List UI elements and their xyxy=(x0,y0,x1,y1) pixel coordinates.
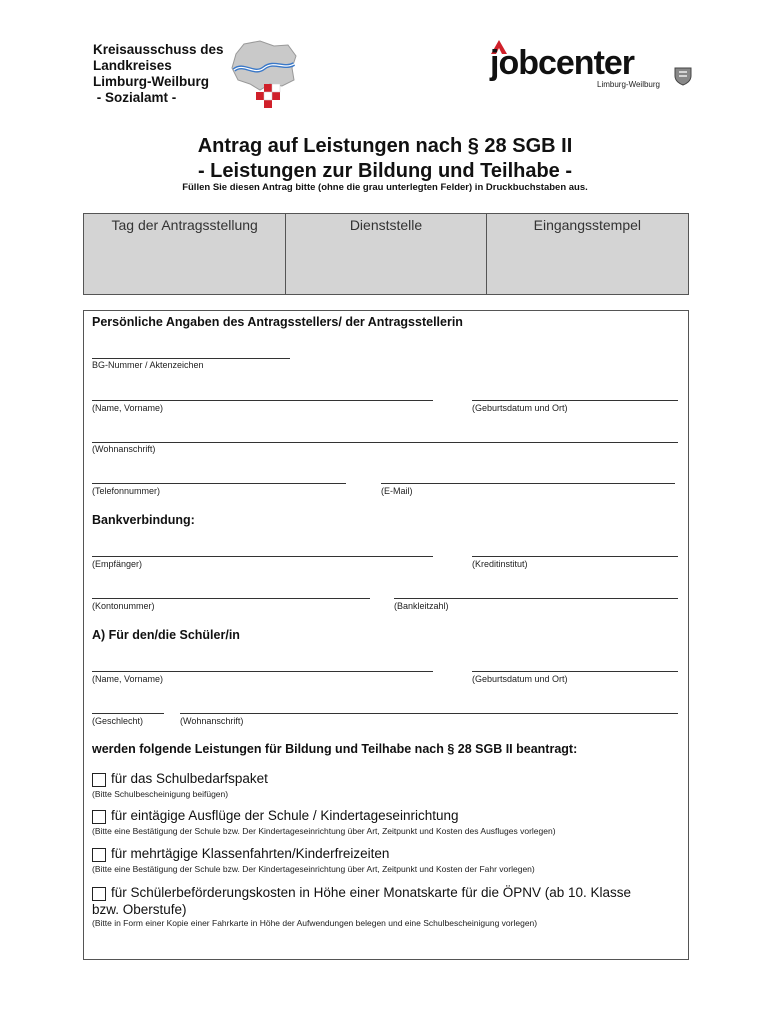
personal-section-heading: Persönliche Angaben des Antragsstellers/ der Antragsstellerin xyxy=(92,315,463,329)
form-instruction: Füllen Sie diesen Antrag bitte (ohne die grau unterlegten Felder) in Druckbuchstaben aus. xyxy=(182,182,588,193)
student-birth-field[interactable] xyxy=(472,671,678,672)
main-form-frame xyxy=(83,310,689,960)
benefits-heading: werden folgende Leistungen für Bildung und Teilhabe nach § 28 SGB II beantragt: xyxy=(92,742,578,756)
student-name-field[interactable] xyxy=(92,671,433,672)
day-trips-note: (Bitte eine Bestätigung der Schule bzw. Der Kindertageseinrichtung über Art, Zeitpunkt und Kosten des Ausfluges vorlegen) xyxy=(92,826,556,836)
email-field[interactable] xyxy=(381,483,675,484)
school-supplies-label: für das Schulbedarfspaket xyxy=(111,771,268,786)
recipient-field[interactable] xyxy=(92,556,433,557)
class-trips-checkbox[interactable] xyxy=(92,848,106,862)
applicant-birth-caption: (Geburtsdatum und Ort) xyxy=(472,403,568,413)
school-supplies-checkbox[interactable] xyxy=(92,773,106,787)
bank-section-heading: Bankverbindung: xyxy=(92,513,195,527)
applicant-name-field[interactable] xyxy=(92,400,433,401)
credit-institute-field[interactable] xyxy=(472,556,678,557)
account-number-caption: (Kontonummer) xyxy=(92,601,155,611)
district-map-logo xyxy=(230,40,298,112)
application-date-label: Tag der Antragsstellung xyxy=(111,217,258,233)
day-trips-label: für eintägige Ausflüge der Schule / Kindertageseinrichtung xyxy=(111,808,459,823)
recipient-caption: (Empfänger) xyxy=(92,559,143,569)
form-title: Antrag auf Leistungen nach § 28 SGB II xyxy=(197,135,573,157)
day-trips-checkbox[interactable] xyxy=(92,810,106,824)
office-label: Dienststelle xyxy=(349,217,423,233)
jobcenter-logo xyxy=(488,40,698,92)
credit-institute-caption: (Kreditinstitut) xyxy=(472,559,528,569)
authority-line-1: Kreisausschuss des xyxy=(93,42,224,57)
authority-line-3: Limburg-Weilburg xyxy=(93,74,209,89)
transport-costs-note: (Bitte in Form einer Kopie einer Fahrkarte in Höhe der Aufwendungen belegen und eine Schulbescheinigung vorlegen) xyxy=(92,918,538,928)
applicant-name-caption: (Name, Vorname) xyxy=(92,403,164,413)
bg-number-caption: BG-Nummer / Aktenzeichen xyxy=(92,360,204,370)
receipt-stamp-label: Eingangsstempel xyxy=(533,217,642,233)
student-gender-field[interactable] xyxy=(92,713,164,714)
account-number-field[interactable] xyxy=(92,598,370,599)
bank-code-field[interactable] xyxy=(394,598,678,599)
authority-line-2: Landkreises xyxy=(93,58,172,73)
jobcenter-logo-subtitle: Limburg-Weilburg xyxy=(597,80,660,89)
bank-code-caption: (Bankleitzahl) xyxy=(394,601,449,611)
form-subtitle: - Leistungen zur Bildung und Teilhabe - xyxy=(197,160,573,182)
authority-line-4: - Sozialamt - xyxy=(93,90,177,105)
applicant-address-caption: (Wohnanschrift) xyxy=(92,444,156,454)
student-address-field[interactable] xyxy=(180,713,678,714)
jobcenter-logo-text: jobcenter xyxy=(490,44,635,82)
class-trips-note: (Bitte eine Bestätigung der Schule bzw. Der Kindertageseinrichtung über Art, Zeitpunkt und Kosten der Fahr vorlegen) xyxy=(92,864,535,874)
phone-caption: (Telefonnummer) xyxy=(92,486,161,496)
office-field xyxy=(286,214,486,294)
receipt-stamp-field xyxy=(487,214,688,294)
school-supplies-note: (Bitte Schulbescheinigung beifügen) xyxy=(92,789,229,799)
student-name-caption: (Name, Vorname) xyxy=(92,674,164,684)
phone-field[interactable] xyxy=(92,483,346,484)
office-use-box xyxy=(83,213,689,295)
student-address-caption: (Wohnanschrift) xyxy=(180,716,244,726)
bg-number-field[interactable] xyxy=(92,358,290,359)
email-caption: (E-Mail) xyxy=(381,486,413,496)
transport-costs-label: für Schülerbeförderungskosten in Höhe einer Monatskarte für die ÖPNV (ab 10. Klasse xyxy=(111,885,632,900)
coat-of-arms-icon xyxy=(674,66,692,86)
authority-block xyxy=(93,42,224,106)
transport-costs-label-cont: bzw. Oberstufe) xyxy=(92,902,187,917)
applicant-address-field[interactable] xyxy=(92,442,678,443)
student-section-heading: A) Für den/die Schüler/in xyxy=(92,628,240,642)
applicant-birth-field[interactable] xyxy=(472,400,678,401)
student-birth-caption: (Geburtsdatum und Ort) xyxy=(472,674,568,684)
application-date-field xyxy=(84,214,286,294)
class-trips-label: für mehrtägige Klassenfahrten/Kinderfreizeiten xyxy=(111,846,390,861)
student-gender-caption: (Geschlecht) xyxy=(92,716,144,726)
transport-costs-checkbox[interactable] xyxy=(92,887,106,901)
